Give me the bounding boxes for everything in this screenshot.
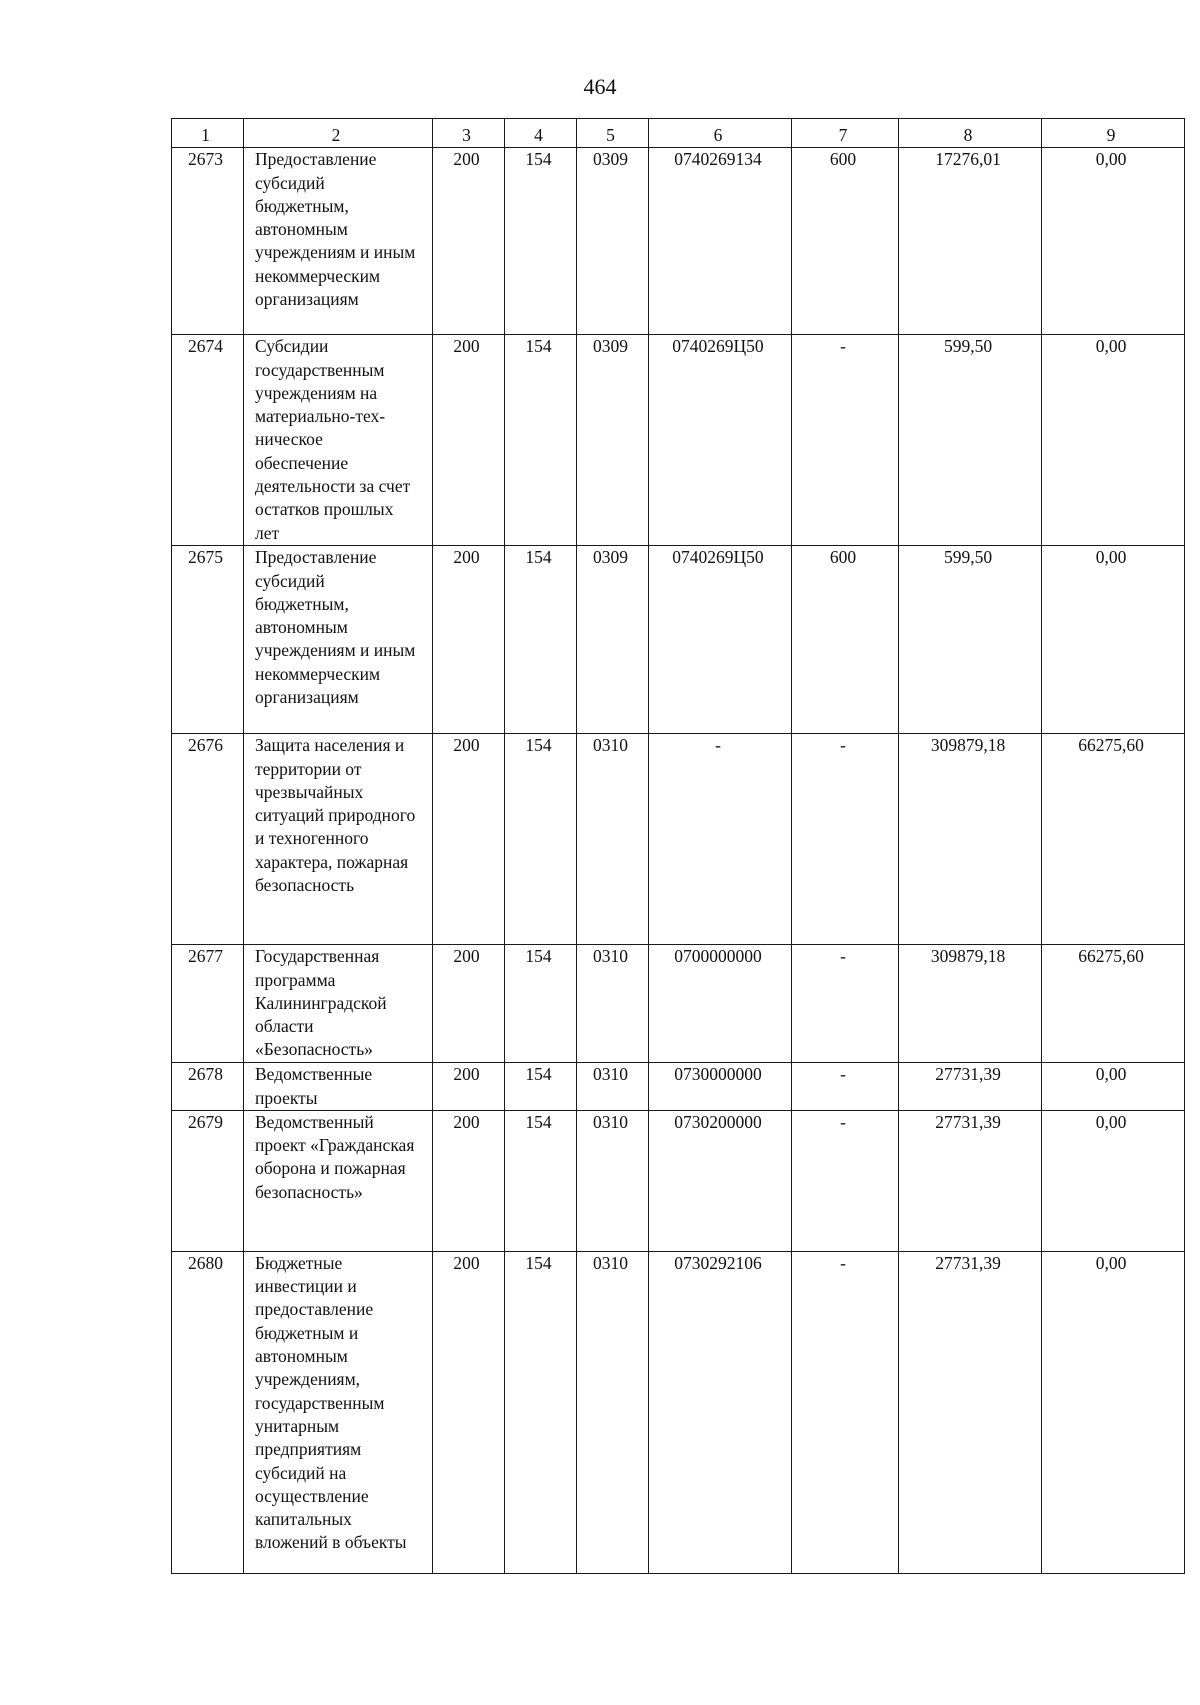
col3-value: 200 — [433, 1110, 505, 1251]
col5-value: 0310 — [577, 1251, 649, 1573]
col7-value: - — [792, 1251, 899, 1573]
col7-value: 600 — [792, 148, 899, 335]
col5-value: 0309 — [577, 546, 649, 734]
col6-value: 0740269134 — [649, 148, 792, 335]
col6-value: 0730292106 — [649, 1251, 792, 1573]
table-row — [172, 734, 1185, 945]
col7-value: - — [792, 1110, 899, 1251]
header-col-4: 4 — [505, 119, 577, 148]
col4-value: 154 — [505, 546, 577, 734]
col8-value: 309879,18 — [899, 945, 1042, 1063]
col5-value: 0310 — [577, 945, 649, 1063]
col8-value: 27731,39 — [899, 1063, 1042, 1111]
col8-value: 27731,39 — [899, 1251, 1042, 1573]
header-col-1: 1 — [172, 119, 244, 148]
header-col-9: 9 — [1042, 119, 1185, 148]
row-name: Ведомственные проекты — [244, 1063, 433, 1111]
table-row — [172, 1251, 1185, 1573]
col8-value: 27731,39 — [899, 1110, 1042, 1251]
col9-value: 66275,60 — [1042, 945, 1185, 1063]
col5-value: 0309 — [577, 335, 649, 546]
col8-value: 599,50 — [899, 335, 1042, 546]
col6-value: 0730200000 — [649, 1110, 792, 1251]
col8-value: 599,50 — [899, 546, 1042, 734]
col6-value: 0740269Ц50 — [649, 335, 792, 546]
col4-value: 154 — [505, 734, 577, 945]
col6-value: 0700000000 — [649, 945, 792, 1063]
table-row — [172, 1063, 1185, 1111]
col6-value: - — [649, 734, 792, 945]
col9-value: 0,00 — [1042, 1063, 1185, 1111]
col9-value: 0,00 — [1042, 546, 1185, 734]
row-number: 2676 — [172, 734, 244, 945]
row-number: 2678 — [172, 1063, 244, 1111]
header-col-6: 6 — [649, 119, 792, 148]
col9-value: 0,00 — [1042, 1251, 1185, 1573]
col4-value: 154 — [505, 335, 577, 546]
header-col-3: 3 — [433, 119, 505, 148]
col3-value: 200 — [433, 734, 505, 945]
col4-value: 154 — [505, 1251, 577, 1573]
col9-value: 0,00 — [1042, 1110, 1185, 1251]
col3-value: 200 — [433, 546, 505, 734]
table-row — [172, 1110, 1185, 1251]
header-col-5: 5 — [577, 119, 649, 148]
budget-table — [171, 118, 1185, 1574]
row-name: Защита населения и территории от чрезвычайных ситуаций природного и техногенного характера, пожарная безопасность — [244, 734, 433, 945]
header-col-8: 8 — [899, 119, 1042, 148]
header-col-7: 7 — [792, 119, 899, 148]
row-name: Субсидии государственным учреждениям на материально-тех-ническое обеспечение деятельности за счет остатков прошлых лет — [244, 335, 433, 546]
header-col-2: 2 — [244, 119, 433, 148]
col5-value: 0310 — [577, 734, 649, 945]
col7-value: - — [792, 734, 899, 945]
col7-value: - — [792, 1063, 899, 1111]
col5-value: 0309 — [577, 148, 649, 335]
row-name: Предоставление субсидий бюджетным, автономным учреждениям и иным некоммерческим организациям — [244, 148, 433, 335]
col9-value: 0,00 — [1042, 148, 1185, 335]
col5-value: 0310 — [577, 1063, 649, 1111]
row-name: Ведомственный проект «Гражданская оборона и пожарная безопасность» — [244, 1110, 433, 1251]
col4-value: 154 — [505, 1110, 577, 1251]
table-row — [172, 945, 1185, 1063]
col6-value: 0740269Ц50 — [649, 546, 792, 734]
row-number: 2673 — [172, 148, 244, 335]
col8-value: 17276,01 — [899, 148, 1042, 335]
col3-value: 200 — [433, 1063, 505, 1111]
col4-value: 154 — [505, 148, 577, 335]
table-row — [172, 148, 1185, 335]
table-row — [172, 335, 1185, 546]
col7-value: - — [792, 945, 899, 1063]
table-row — [172, 546, 1185, 734]
row-number: 2675 — [172, 546, 244, 734]
row-name: Бюджетные инвестиции и предоставление бюджетным и автономным учреждениям, государственным унитарным предприятиям субсидий на осуществление капитальных вложений в объекты — [244, 1251, 433, 1573]
col3-value: 200 — [433, 945, 505, 1063]
row-number: 2674 — [172, 335, 244, 546]
col3-value: 200 — [433, 335, 505, 546]
col6-value: 0730000000 — [649, 1063, 792, 1111]
row-number: 2679 — [172, 1110, 244, 1251]
col9-value: 0,00 — [1042, 335, 1185, 546]
col4-value: 154 — [505, 945, 577, 1063]
col7-value: 600 — [792, 546, 899, 734]
col7-value: - — [792, 335, 899, 546]
col3-value: 200 — [433, 1251, 505, 1573]
page-number: 464 — [583, 74, 617, 99]
row-name: Государственная программа Калининградской области «Безопасность» — [244, 945, 433, 1063]
row-name: Предоставление субсидий бюджетным, автономным учреждениям и иным некоммерческим организациям — [244, 546, 433, 734]
col8-value: 309879,18 — [899, 734, 1042, 945]
col4-value: 154 — [505, 1063, 577, 1111]
col5-value: 0310 — [577, 1110, 649, 1251]
col9-value: 66275,60 — [1042, 734, 1185, 945]
row-number: 2677 — [172, 945, 244, 1063]
col3-value: 200 — [433, 148, 505, 335]
header-row — [172, 119, 1185, 148]
row-number: 2680 — [172, 1251, 244, 1573]
